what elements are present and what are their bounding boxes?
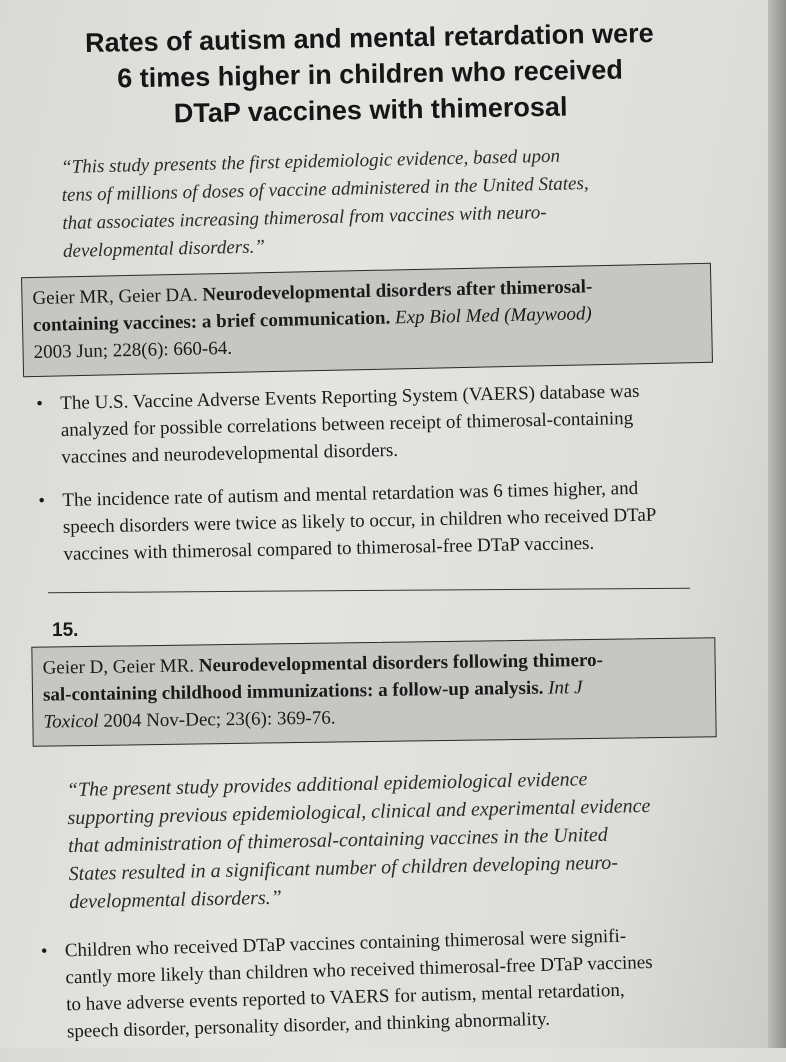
quote-line: “This study presents the first epidemiologic evidence, based upon [60, 145, 561, 178]
bullet-dot: • [36, 393, 44, 415]
quote-line: “The present study provides additional epidemiological evidence [66, 768, 588, 802]
bullet-line: cantly more likely than children who received thimerosal-free DTaP vaccines [65, 951, 653, 989]
ref-title: containing vaccines: a brief communication. [32, 307, 391, 336]
quote-line: States resulted in a significant number of children developing neuro- [68, 851, 619, 886]
page-edge [768, 0, 786, 1048]
reference-box-1 [21, 263, 713, 377]
title-line: DTaP vaccines with thimerosal [173, 91, 568, 129]
page-title [0, 14, 741, 135]
list-item [38, 922, 654, 1046]
ref-journal: Toxicol [43, 710, 99, 733]
ref-journal: Int J [548, 677, 583, 699]
bullet-line: to have adverse events reported to VAERS for autism, mental retardation, [65, 979, 625, 1016]
bullet-line: analyzed for possible correlations between receipt of thimerosal-containing [60, 407, 634, 441]
list-item [36, 475, 657, 569]
ref-authors: Geier MR, Geier DA. [32, 284, 198, 309]
ref-authors: Geier D, Geier MR. [42, 655, 195, 679]
quote-line: tens of millions of doses of vaccine administered in the United States, [61, 173, 589, 206]
bullet-dot: • [38, 490, 46, 512]
ref-citation: 2003 Jun; 228(6): 660-64. [33, 337, 233, 363]
section-divider [48, 588, 690, 593]
quote-line: developmental disorders.” [69, 886, 282, 914]
bullet-line: Children who received DTaP vaccines containing thimerosal were signifi- [64, 925, 627, 962]
quote-line: supporting previous epidemiological, clinical and experimental evidence [67, 794, 651, 830]
section-number: 15. [52, 620, 79, 641]
quote-line: that administration of thimerosal-containing vaccines in the United [67, 823, 608, 858]
bullet-line: The incidence rate of autism and mental retardation was 6 times higher, and [62, 477, 639, 511]
reference-box-2 [31, 637, 716, 747]
ref-title: sal-containing childhood immunizations: a follow-up analysis. [42, 677, 544, 706]
ref-title: Neurodevelopmental disorders after thimerosal- [202, 276, 593, 306]
list-item [34, 378, 655, 472]
bullet-dot: • [40, 940, 48, 962]
bullet-line: The U.S. Vaccine Adverse Events Reporting System (VAERS) database was [60, 380, 640, 414]
bullet-line: speech disorders were twice as likely to occur, in children who received DTaP [62, 504, 657, 538]
title-line: 6 times higher in children who received [116, 54, 624, 94]
ref-citation: 2004 Nov-Dec; 23(6): 369-76. [103, 707, 336, 732]
ref-journal: Exp Biol Med (Maywood) [394, 303, 592, 329]
bullet-list-2 [38, 922, 654, 1062]
study-quote-2 [67, 764, 653, 916]
quote-line: that associates increasing thimerosal from vaccines with neuro- [62, 201, 547, 234]
bullet-line: speech disorder, personality disorder, and thinking abnormality. [66, 1008, 551, 1043]
study-quote-1 [61, 142, 590, 266]
title-line: Rates of autism and mental retardation were [84, 18, 654, 58]
bullet-list-1 [34, 378, 657, 585]
bullet-line: vaccines and neurodevelopmental disorders. [61, 439, 399, 468]
bullet-line: vaccines with thimerosal compared to thimerosal-free DTaP vaccines. [63, 532, 595, 565]
ref-title: Neurodevelopmental disorders following thimero- [198, 649, 603, 677]
quote-line: developmental disorders.” [62, 236, 266, 262]
